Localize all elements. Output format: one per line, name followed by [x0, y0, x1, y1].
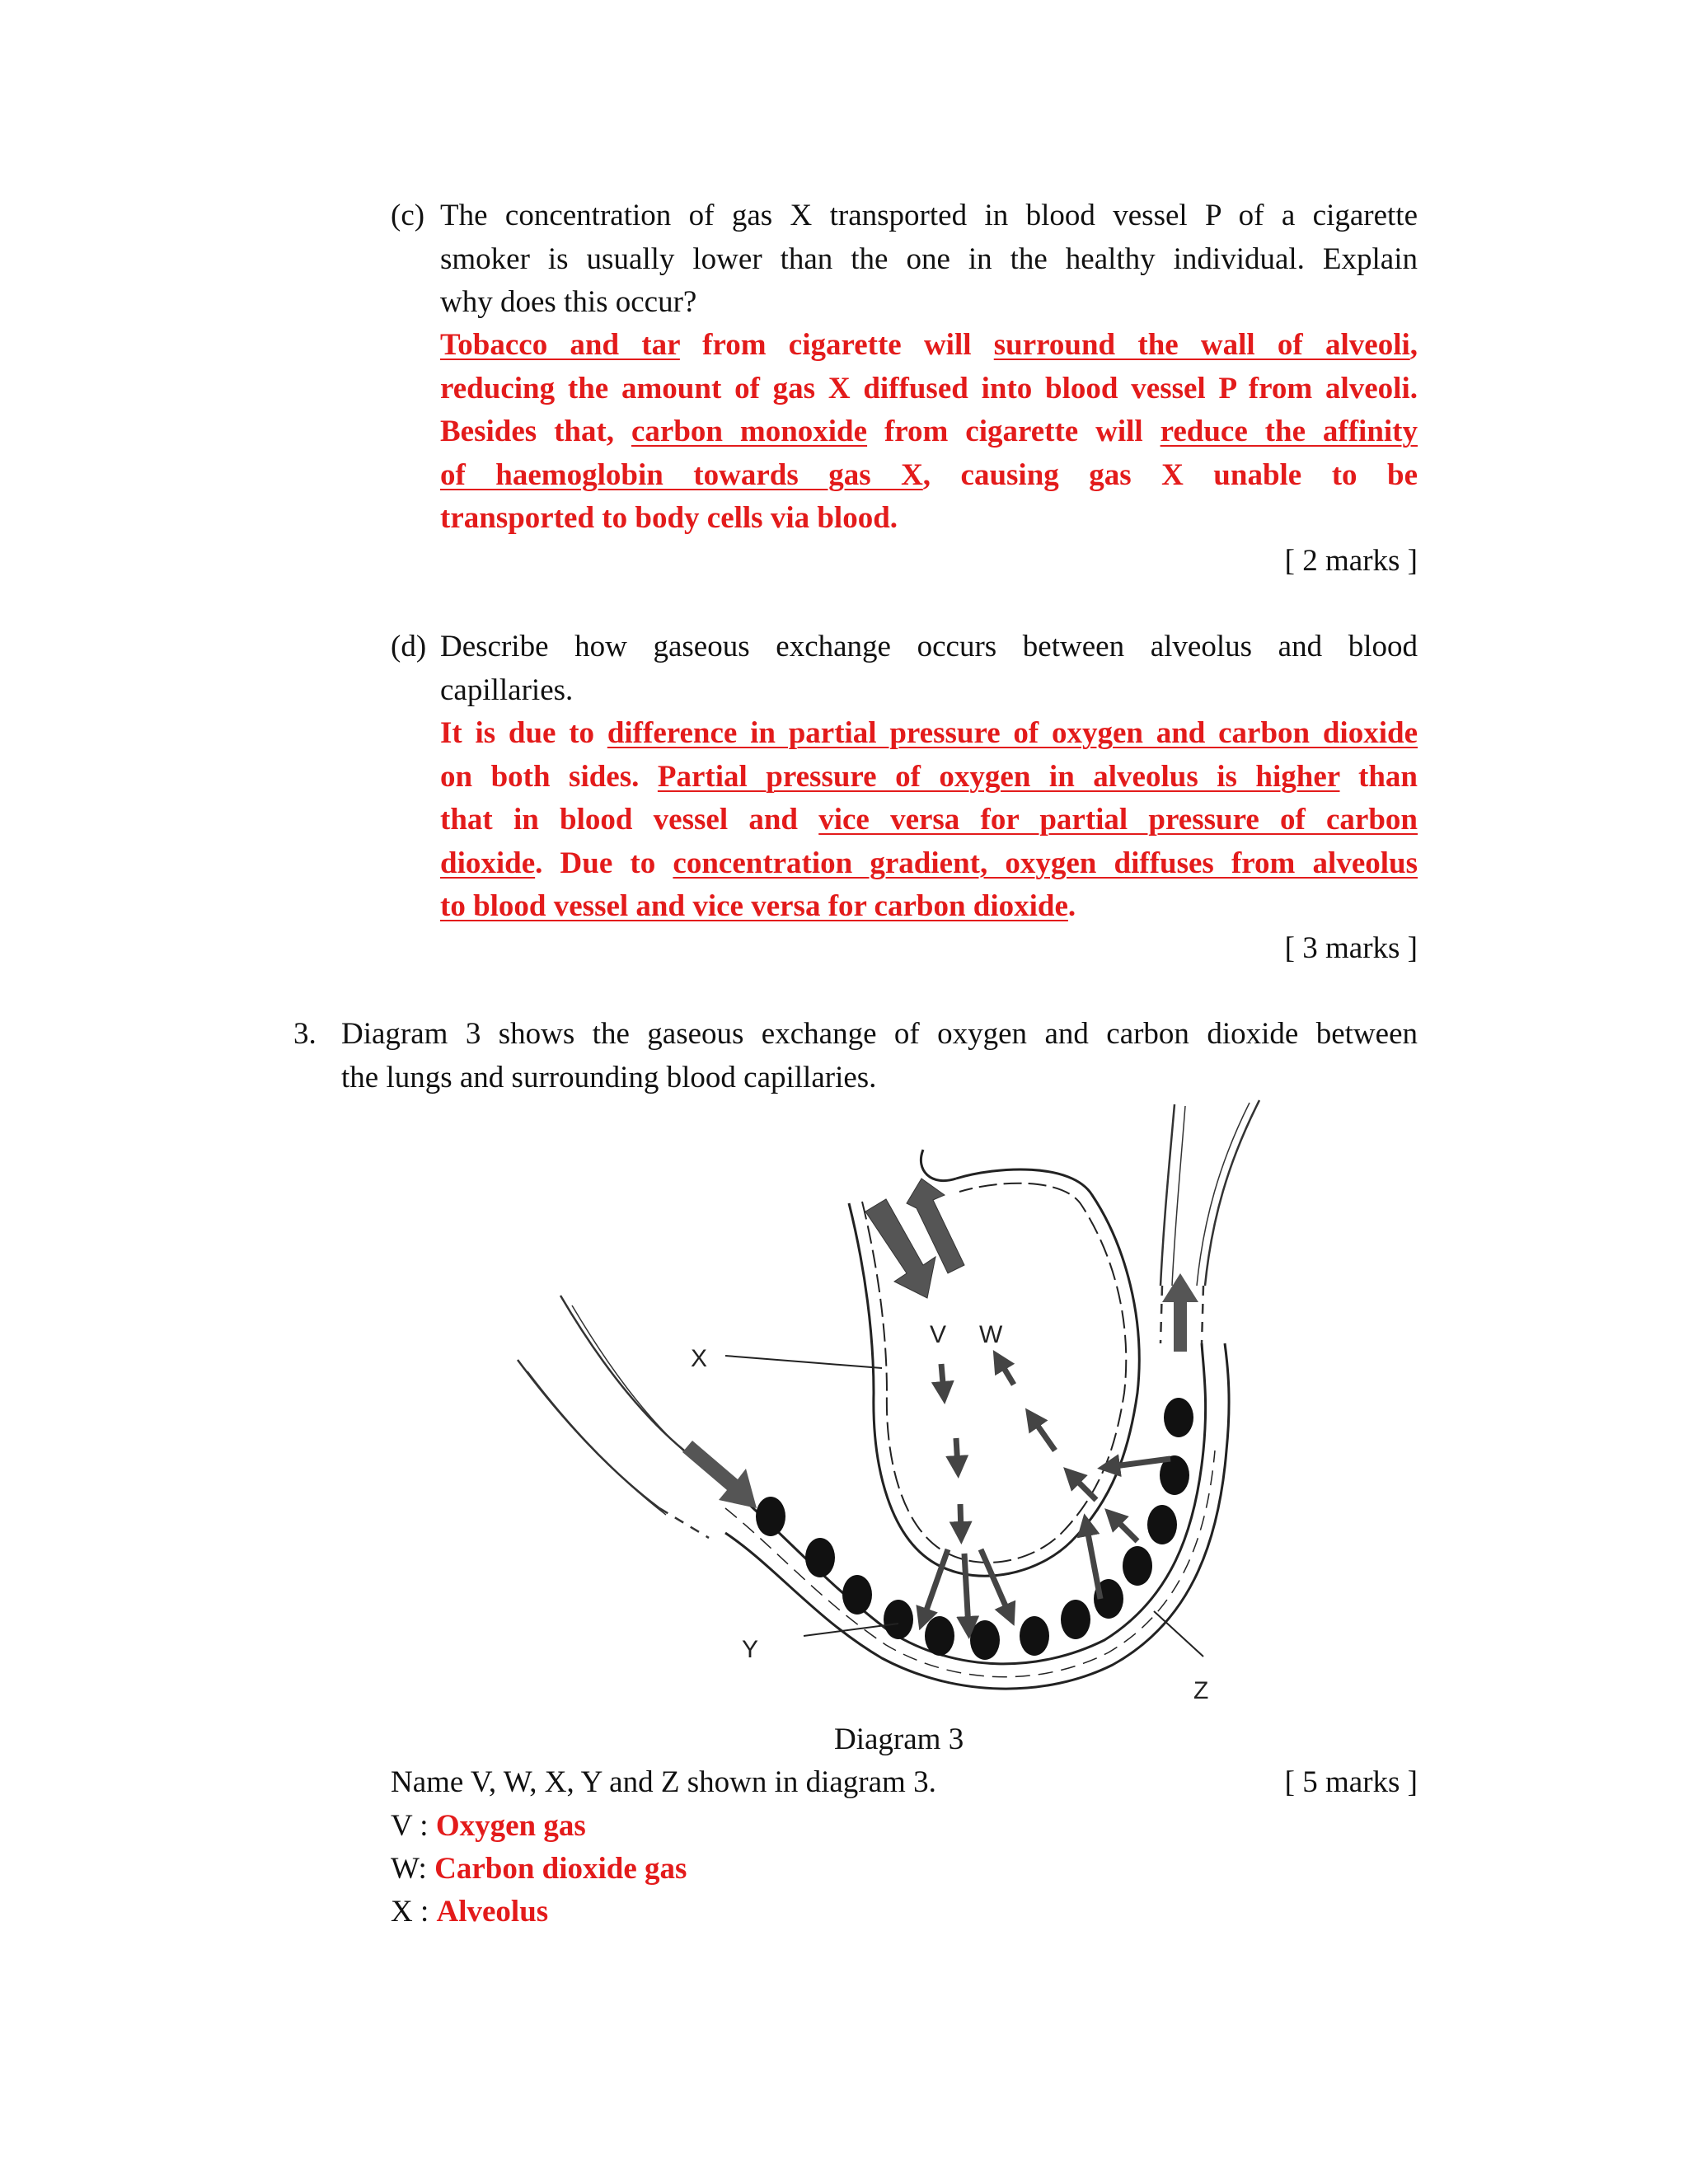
qc-question-line-3: why does this occur?	[440, 285, 697, 319]
capillary-wall	[725, 1343, 1229, 1689]
qc-label: (c)	[391, 199, 425, 232]
q3-marks: [ 5 marks ]	[1284, 1765, 1418, 1799]
qd-answer-line-2: on both sides. Partial pressure of oxygen in alveolus is higher than	[440, 759, 1418, 794]
qd-question-line-1: Describe how gaseous exchange occurs between alveolus and blood	[440, 630, 1418, 663]
qd-answer-line-5: to blood vessel and vice versa for carbon dioxide.	[440, 889, 1076, 923]
qc-answer-line-1: Tobacco and tar from cigarette will surround the wall of alveoli,	[440, 328, 1418, 362]
oxygen-path-arrows	[923, 1364, 1010, 1628]
red-blood-cells	[756, 1398, 1193, 1660]
q3-answer-w	[391, 1848, 687, 1891]
blood-in-arrow	[682, 1441, 757, 1508]
qc-answer-line-4: of haemoglobin towards gas X, causing gas X unable to be	[440, 457, 1418, 492]
answer-value: Carbon dioxide gas	[434, 1852, 687, 1886]
alveolus-wall	[849, 1150, 1139, 1576]
left-vessel-walls	[518, 1296, 725, 1538]
q3-question-line-2: the lungs and surrounding blood capillaries.	[341, 1060, 877, 1094]
q3-question	[341, 1013, 1418, 1099]
answer-key: W:	[391, 1852, 427, 1886]
qc-question-line-1: The concentration of gas X transported in blood vessel P of a cigarette	[440, 199, 1418, 232]
qc-marks: [ 2 marks ]	[1284, 544, 1418, 578]
label-y: Y	[742, 1636, 759, 1663]
qd-answer	[440, 712, 1418, 929]
q3-answer-x	[391, 1891, 548, 1934]
qd-question	[440, 626, 1418, 712]
leader-lines	[725, 1356, 1203, 1657]
label-z: Z	[1193, 1677, 1209, 1704]
carbon-dioxide-path-arrows	[999, 1360, 1170, 1599]
airflow-arrows	[865, 1179, 964, 1298]
answer-value: Oxygen gas	[435, 1809, 586, 1843]
qc-question-line-2: smoker is usually lower than the one in the healthy individual. Explain	[440, 241, 1418, 276]
qd-answer-line-1: It is due to difference in partial pressure of oxygen and carbon dioxide	[440, 716, 1418, 750]
answer-key: X :	[391, 1895, 429, 1929]
qc-question	[440, 194, 1418, 325]
qc-answer-line-3: Besides that, carbon monoxide from cigarette will reduce the affinity	[440, 415, 1418, 448]
qd-answer-line-4: dioxide. Due to concentration gradient, oxygen diffuses from alveolus	[440, 846, 1418, 880]
answer-value: Alveolus	[436, 1895, 549, 1929]
q3-instruction: Name V, W, X, Y and Z shown in diagram 3.	[391, 1765, 936, 1799]
label-x: X	[691, 1345, 708, 1372]
qd-label: (d)	[391, 630, 427, 663]
label-v: V	[930, 1321, 947, 1348]
q3-answer-v	[391, 1805, 586, 1849]
qd-question-line-2: capillaries.	[440, 673, 574, 707]
qd-answer-line-3: that in blood vessel and vice versa for partial pressure of carbon	[440, 803, 1418, 837]
diagram-caption: Diagram 3	[834, 1722, 964, 1756]
qc-answer	[440, 324, 1418, 541]
right-vessel-walls	[1160, 1100, 1259, 1343]
qc-answer-line-5: transported to body cells via blood.	[440, 501, 898, 535]
label-w: W	[979, 1321, 1003, 1348]
q3-question-line-1: Diagram 3 shows the gaseous exchange of oxygen and carbon dioxide between	[341, 1017, 1418, 1051]
qd-marks: [ 3 marks ]	[1284, 931, 1418, 965]
answer-key: V :	[391, 1809, 429, 1843]
qc-answer-line-2: reducing the amount of gas X diffused into blood vessel P from alveoli.	[440, 371, 1418, 405]
blood-out-arrow	[1162, 1273, 1198, 1352]
q3-number: 3.	[293, 1017, 316, 1051]
